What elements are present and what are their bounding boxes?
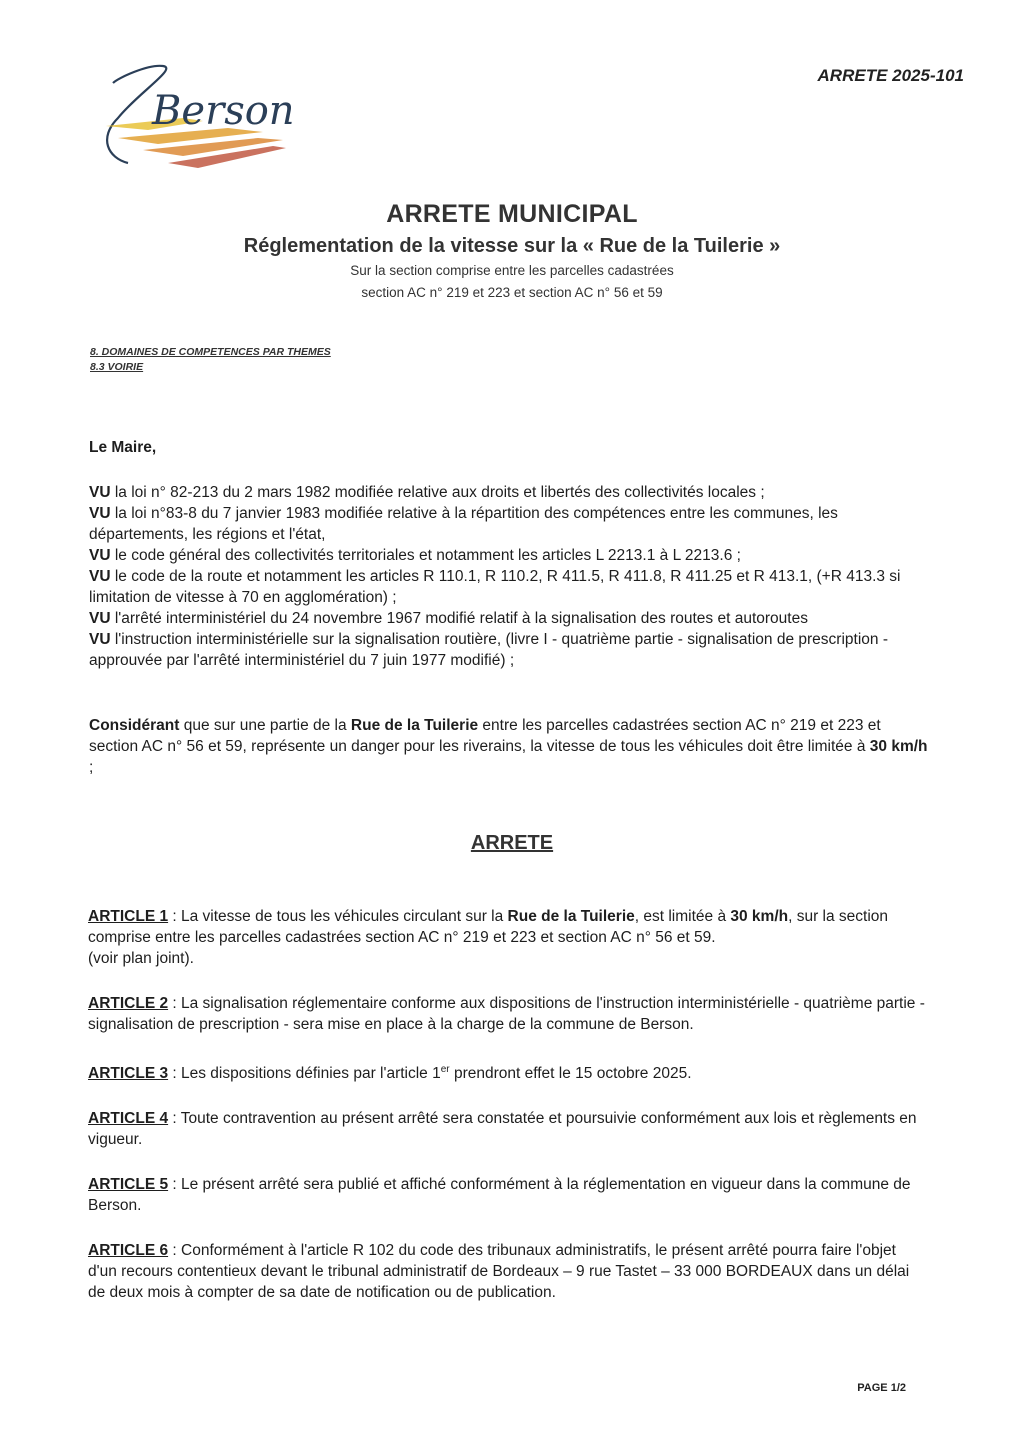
article-6: ARTICLE 6 : Conformément à l'article R 102 du code des tribunaux administratifs, le présent arrêté pourra faire l'objet d'un recours contentieux devant le tribunal administratif de Bordeaux – 9 rue Tastet – 33 000 BORDEAUX dans un délai de deux mois à compter de sa date de notification ou de publication. <box>88 1242 910 1302</box>
decree-reference: ARRETE 2025-101 <box>817 66 964 85</box>
vu-item: VU l'instruction interministérielle sur la signalisation routière, (livre I - quatrième partie - signalisation de prescription - approuvée par l'arrêté interministériel du 7 juin 1977 modifié) ; <box>89 631 888 669</box>
domains-block <box>90 345 331 375</box>
berson-logo <box>88 58 295 173</box>
considerant-paragraph: Considérant que sur une partie de la Rue de la Tuilerie entre les parcelles cadastrées section AC n° 219 et 223 et section AC n° 56 et 59, représente un danger pour les riverains, la vitesse de tous les véhicules doit être limitée à 30 km/h ; <box>89 717 928 776</box>
domain-line-2: 8.3 VOIRIE <box>90 361 144 373</box>
articles-list <box>88 906 928 1327</box>
vu-item: VU le code général des collectivités territoriales et notamment les articles L 2213.1 à L 2213.6 ; <box>89 547 741 564</box>
page-number: PAGE 1/2 <box>857 1382 906 1394</box>
page-title: ARRETE MUNICIPAL <box>386 200 638 228</box>
article-2: ARTICLE 2 : La signalisation réglementaire conforme aux dispositions de l'instruction interministérielle - quatrième partie - signalisation de prescription - sera mise en place à la charge de la commune de Berson. <box>88 995 925 1033</box>
vu-item: VU la loi n° 82-213 du 2 mars 1982 modifiée relative aux droits et libertés des collectivités locales ; <box>89 484 765 501</box>
domain-line-1: 8. DOMAINES DE COMPETENCES PAR THEMES <box>90 346 331 358</box>
article-3: ARTICLE 3 : Les dispositions définies par l'article 1er prendront effet le 15 octobre 2025. <box>88 1064 692 1083</box>
title-block <box>0 200 1024 302</box>
vu-item: VU le code de la route et notamment les articles R 110.1, R 110.2, R 411.5, R 411.8, R 411.25 et R 413.1, (+R 413.3 si limitation de vitesse à 70 en agglomération) ; <box>89 568 901 606</box>
article-1: ARTICLE 1 : La vitesse de tous les véhicules circulant sur la Rue de la Tuilerie, est limitée à 30 km/h, sur la section comprise entre les parcelles cadastrées section AC n° 219 et 223 et section AC n° 56 et 59. (voir plan joint). <box>88 908 889 967</box>
vu-item: VU la loi n°83-8 du 7 janvier 1983 modifiée relative à la répartition des compétences entre les communes, les départements, les régions et l'état, <box>89 505 838 543</box>
page-subtitle: Réglementation de la vitesse sur la « Rue de la Tuilerie » <box>243 235 781 257</box>
scope-line-2: section AC n° 219 et 223 et section AC n° 56 et 59 <box>361 285 663 300</box>
vu-item: VU l'arrêté interministériel du 24 novembre 1967 modifié relatif à la signalisation des routes et autoroutes <box>89 610 808 627</box>
vu-list <box>89 482 929 671</box>
mayor-intro: Le Maire, <box>89 439 157 456</box>
logo-wordmark: Berson <box>152 88 295 134</box>
article-4: ARTICLE 4 : Toute contravention au présent arrêté sera constatée et poursuivie conformément aux lois et règlements en vigueur. <box>88 1110 917 1149</box>
scope-line-1: Sur la section comprise entre les parcelles cadastrées <box>350 263 674 278</box>
arrete-heading: ARRETE <box>470 832 554 854</box>
article-5: ARTICLE 5 : Le présent arrêté sera publié et affiché conformément à la réglementation en vigueur dans la commune de Berson. <box>88 1176 911 1215</box>
